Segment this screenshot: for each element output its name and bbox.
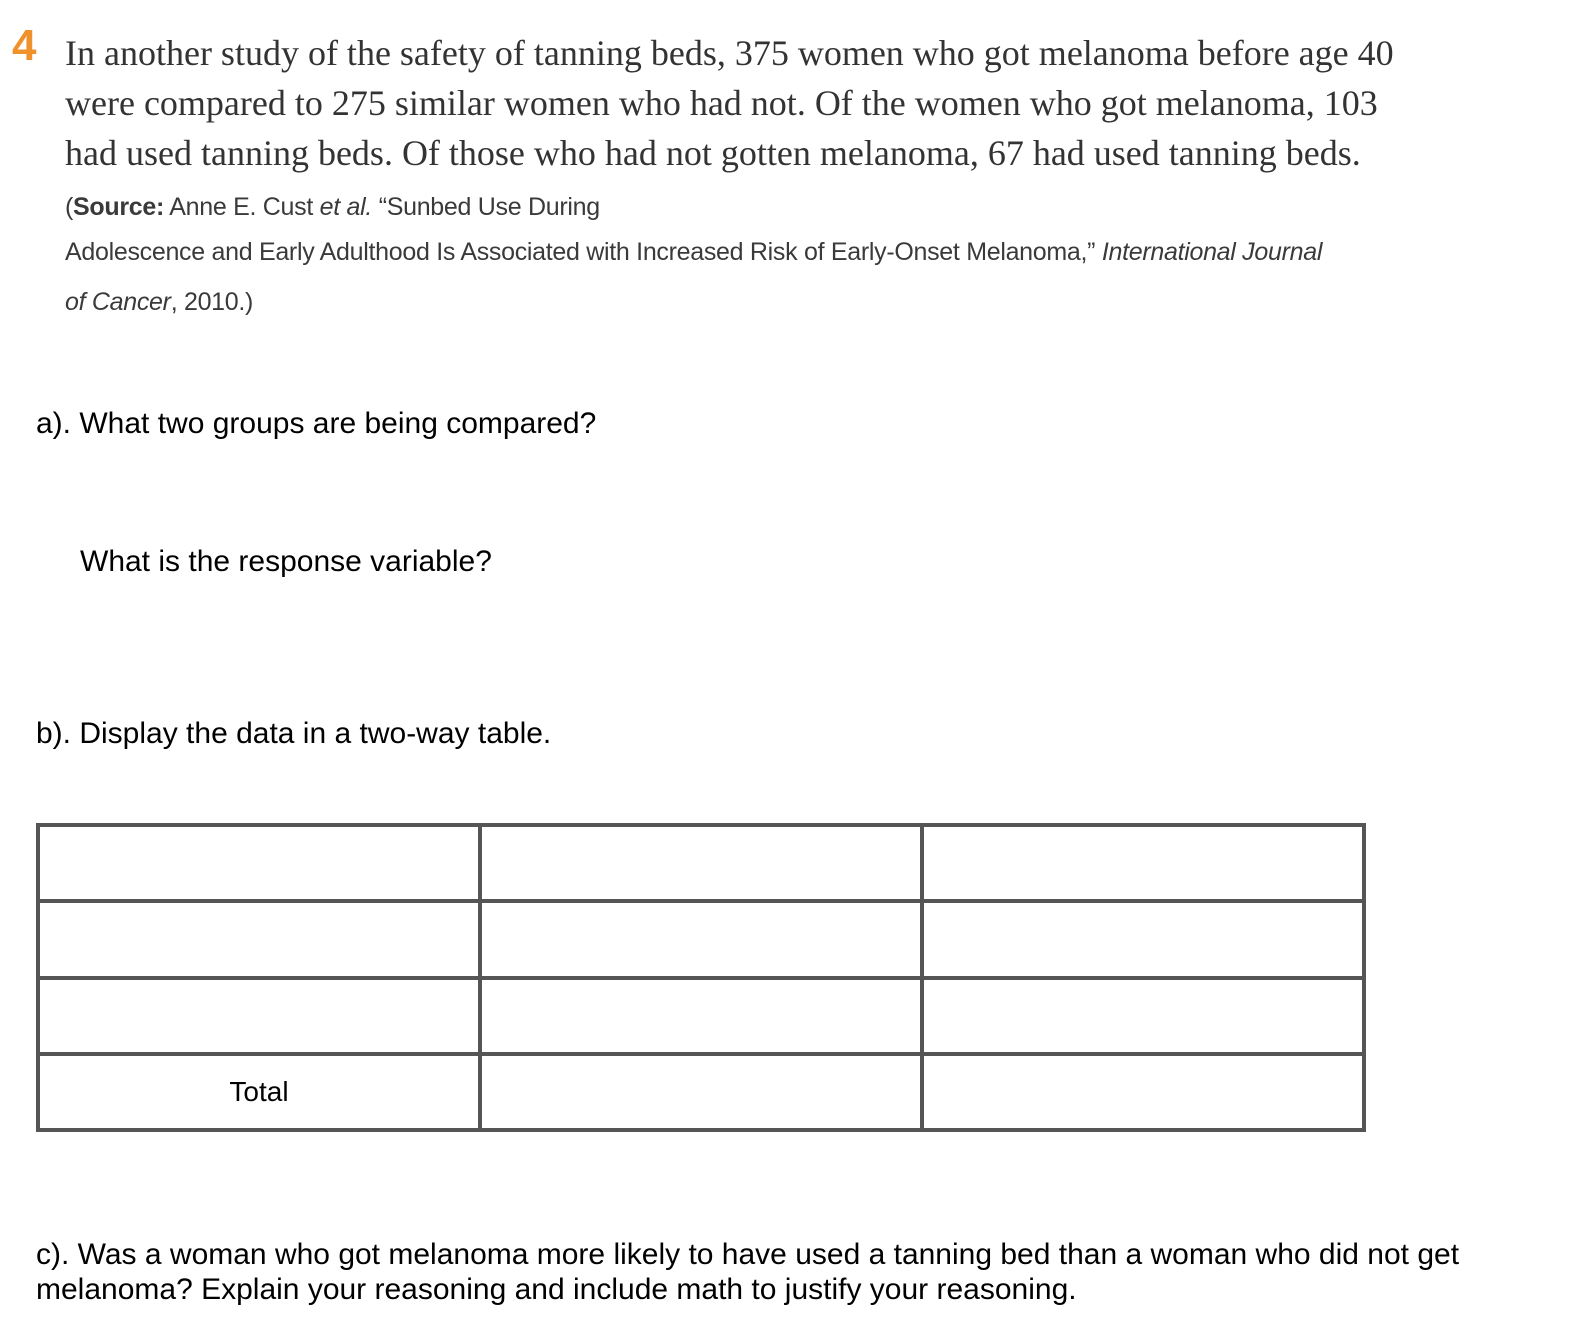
source-citation-line-2 bbox=[65, 237, 1405, 267]
source-journal-b: of Cancer bbox=[65, 288, 171, 316]
source-year: , 2010.) bbox=[170, 288, 254, 316]
source-citation-start: (Source: Anne E. Cust et al. “Sunbed Use During bbox=[65, 193, 600, 221]
table-row-total bbox=[38, 1054, 1364, 1130]
table-cell[interactable] bbox=[922, 1054, 1364, 1130]
problem-text bbox=[65, 28, 1405, 232]
two-way-table bbox=[36, 823, 1366, 1132]
question-b-table: b). Display the data in a two-way table. bbox=[36, 717, 552, 750]
table-cell[interactable] bbox=[480, 978, 922, 1054]
source-label: Source: bbox=[73, 193, 165, 221]
question-c-likely: c). Was a woman who got melanoma more likely to have used a tanning bed than a woman who did not get melanoma? Explain your reasoning and include math to justify your reasoning. bbox=[36, 1238, 1460, 1306]
table-cell[interactable] bbox=[480, 825, 922, 901]
table-cell[interactable] bbox=[480, 1054, 922, 1130]
table-cell[interactable] bbox=[922, 825, 1364, 901]
source-author: Anne E. Cust bbox=[164, 193, 320, 221]
table-row bbox=[38, 901, 1364, 977]
table-row bbox=[38, 978, 1364, 1054]
source-journal-a: International Journal bbox=[1101, 238, 1323, 266]
source-etal: et al. bbox=[319, 193, 373, 221]
table-cell[interactable] bbox=[38, 978, 480, 1054]
source-citation-line-3 bbox=[65, 287, 1405, 317]
table-cell[interactable] bbox=[38, 901, 480, 977]
table-cell[interactable] bbox=[922, 978, 1364, 1054]
problem-statement: In another study of the safety of tanning beds, 375 women who got melanoma before age 40 were compared to 275 similar women who had not. Of the women who got melanoma, 103 had used tanning beds. Of those who had not gotten melanoma, 67 had used tanning beds. bbox=[65, 33, 1394, 173]
source-title-end: Adolescence and Early Adulthood Is Associated with Increased Risk of Early-Onset Melanoma,” bbox=[65, 238, 1102, 266]
table-cell[interactable] bbox=[922, 901, 1364, 977]
table-total-label: Total bbox=[38, 1054, 480, 1130]
problem-number: 4 bbox=[12, 21, 37, 70]
source-title-start: “Sunbed Use During bbox=[372, 193, 600, 221]
question-a-response: What is the response variable? bbox=[80, 545, 492, 578]
table-row bbox=[38, 825, 1364, 901]
table-cell[interactable] bbox=[480, 901, 922, 977]
table-cell[interactable] bbox=[38, 825, 480, 901]
question-a-groups: a). What two groups are being compared? bbox=[36, 407, 597, 440]
